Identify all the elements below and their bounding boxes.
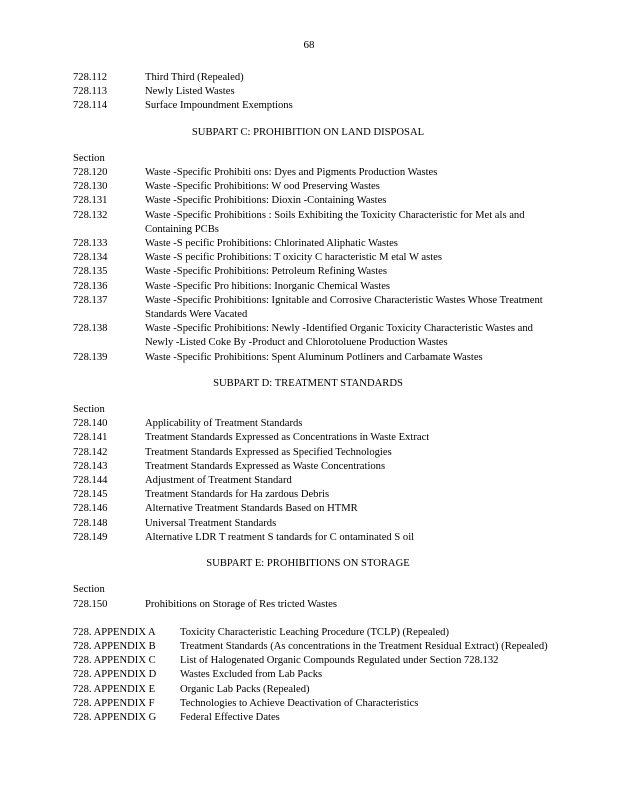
appendix-number: 728. APPENDIX E: [73, 683, 156, 695]
section-number: 728.149: [73, 531, 108, 543]
section-title: Applicability of Treatment Standards: [145, 418, 303, 430]
section-number: 728.112: [73, 72, 108, 83]
section-title: Waste -Specific Prohibitions: Petroleum Refining Wastes: [145, 266, 388, 278]
appendix-number: 728. APPENDIX D: [73, 669, 157, 681]
section-number: 728.144: [73, 475, 108, 487]
section-number: 728.138: [73, 323, 108, 335]
section-number: 728.148: [73, 517, 108, 529]
section-row: [73, 251, 553, 265]
section-number: 728.146: [73, 503, 108, 515]
appendix-row: [73, 640, 553, 654]
appendix-title: Wastes Excluded from Lab Packs: [180, 669, 323, 681]
section-title: Waste -Specific Prohibitions: Spent Aluminum Potliners and Carbamate Wastes: [145, 351, 483, 363]
subpart-e-heading: SUBPART E: PROHIBITIONS ON STORAGE: [206, 558, 410, 570]
section-number: 728.131: [73, 195, 108, 207]
section-number: 728.141: [73, 432, 108, 444]
section-title: Prohibitions on Storage of Res tricted Wastes: [145, 598, 337, 610]
appendix-title: Federal Effective Dates: [180, 711, 280, 723]
section-number: 728.137: [73, 294, 108, 306]
section-row: [73, 351, 553, 365]
appendix-title: Treatment Standards (As concentrations in the Treatment Residual Extract) (Repealed): [180, 640, 548, 652]
subpart-c-heading: SUBPART C: PROHIBITION ON LAND DISPOSAL: [191, 126, 425, 138]
section-number: 728.140: [73, 418, 108, 430]
appendix-row: [73, 668, 553, 682]
section-title: Newly Listed Wastes: [145, 86, 235, 98]
section-row: [73, 598, 553, 612]
section-title: Surface Impoundment Exemptions: [145, 100, 293, 112]
section-number: 728.139: [73, 351, 108, 363]
appendix-row: [73, 697, 553, 711]
section-number: 728.133: [73, 238, 108, 250]
section-title: Waste -Specific Prohibitions: Newly -Identified Organic Toxicity Characteristic Wastes and Newly -Listed Coke By -Product and Chlorotoluene Production Wastes: [145, 323, 533, 349]
section-title: Treatment Standards for Ha zardous Debris: [145, 489, 330, 501]
section-title: Waste -S pecific Prohibitions: Chlorinated Aliphatic Wastes: [145, 238, 398, 250]
subpart-d-heading: SUBPART D: TREATMENT STANDARDS: [213, 377, 403, 389]
section-title: Waste -S pecific Prohibitions: T oxicity C haracteristic M etal W astes: [145, 252, 442, 264]
section-row: [73, 531, 553, 545]
section-title: Waste -Specific Prohibitions: W ood Preserving Wastes: [145, 181, 380, 193]
appendix-row: [73, 654, 553, 668]
section-number: 728.143: [73, 460, 108, 472]
section-row: [73, 194, 553, 208]
appendix-title: Toxicity Characteristic Leaching Procedure (TCLP) (Repealed): [180, 626, 449, 638]
section-number: 728.136: [73, 280, 108, 292]
section-title: Treatment Standards Expressed as Specified Technologies: [145, 446, 392, 458]
subpart-c-section-list: [73, 166, 553, 365]
section-row: [73, 460, 553, 474]
section-row: [73, 294, 553, 322]
section-title: Waste -Specific Prohibiti ons: Dyes and Pigments Production Wastes: [145, 167, 438, 179]
section-column-label: Section: [73, 152, 105, 164]
section-row: [73, 431, 553, 445]
appendix-number: 728. APPENDIX F: [73, 697, 155, 709]
appendix-number: 728. APPENDIX G: [73, 711, 157, 723]
section-row: [73, 180, 553, 194]
section-row: [73, 85, 553, 99]
section-row: [73, 237, 553, 251]
section-number: 728.142: [73, 446, 108, 458]
section-row: [73, 280, 553, 294]
section-row: [73, 488, 553, 502]
appendix-row: [73, 683, 553, 697]
subpart-d-section-list: [73, 417, 553, 545]
section-title: Waste -Specific Prohibitions : Soils Exhibiting the Toxicity Characteristic for Met als and Containing PCBs: [145, 209, 525, 235]
section-number: 728.135: [73, 266, 108, 278]
appendix-title: Technologies to Achieve Deactivation of Characteristics: [180, 697, 419, 709]
section-number: 728.145: [73, 489, 108, 501]
section-number: 728.113: [73, 86, 108, 98]
section-title: Alternative Treatment Standards Based on HTMR: [145, 503, 358, 515]
section-title: Treatment Standards Expressed as Waste Concentrations: [145, 460, 386, 472]
section-title: Waste -Specific Prohibitions: Ignitable and Corrosive Characteristic Wastes Whose Treatment Standards Were Vacated: [145, 294, 543, 321]
appendix-number: 728. APPENDIX C: [73, 655, 156, 667]
intro-section-list: [73, 71, 553, 114]
section-column-label: Section: [73, 584, 105, 596]
section-column-label: Section: [73, 404, 105, 416]
section-row: [73, 99, 553, 113]
section-number: 728.132: [73, 209, 108, 221]
page-number: 68: [303, 39, 315, 51]
section-title: Alternative LDR T reatment S tandards for C ontaminated S oil: [145, 531, 415, 543]
section-number: 728.134: [73, 252, 108, 264]
section-row: [73, 322, 553, 350]
section-title: Third Third (Repealed): [145, 72, 244, 83]
section-row: [73, 209, 553, 237]
appendix-list: [73, 626, 553, 725]
section-row: [73, 265, 553, 279]
section-number: 728.114: [73, 100, 108, 112]
section-title: Treatment Standards Expressed as Concentrations in Waste Extract: [145, 432, 430, 444]
section-row: [73, 417, 553, 431]
appendix-row: [73, 711, 553, 725]
section-row: [73, 166, 553, 180]
section-row: [73, 474, 553, 488]
section-row: [73, 71, 553, 85]
appendix-row: [73, 626, 553, 640]
section-number: 728.120: [73, 167, 108, 179]
section-row: [73, 517, 553, 531]
section-row: [73, 502, 553, 516]
section-title: Adjustment of Treatment Standard: [145, 475, 292, 487]
appendix-title: List of Halogenated Organic Compounds Regulated under Section 728.132: [180, 655, 499, 667]
appendix-number: 728. APPENDIX A: [73, 626, 156, 638]
section-title: Waste -Specific Prohibitions: Dioxin -Containing Wastes: [145, 195, 387, 207]
section-number: 728.150: [73, 598, 108, 610]
section-title: Universal Treatment Standards: [145, 517, 277, 529]
section-number: 728.130: [73, 181, 108, 193]
section-row: [73, 446, 553, 460]
table-of-contents: [73, 71, 553, 725]
subpart-e-section-list: [73, 598, 553, 612]
appendix-number: 728. APPENDIX B: [73, 640, 156, 652]
appendix-title: Organic Lab Packs (Repealed): [180, 683, 310, 695]
section-title: Waste -Specific Pro hibitions: Inorganic Chemical Wastes: [145, 280, 391, 292]
